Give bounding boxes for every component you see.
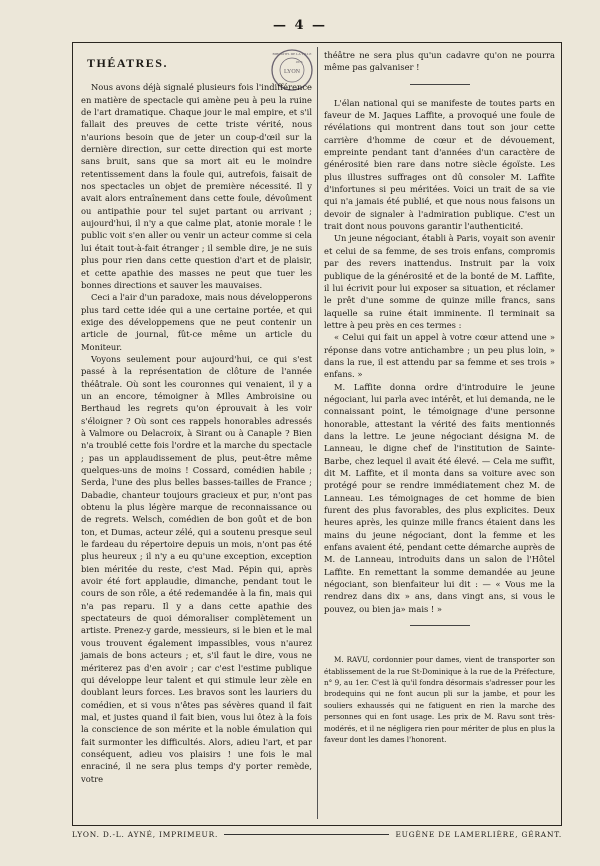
left-column — [81, 49, 312, 785]
footer-rule — [224, 834, 389, 835]
column-divider — [317, 47, 318, 819]
svg-text:LYON: LYON — [283, 69, 301, 75]
paragraph-continuation: théâtre ne sera plus qu'un cadavre qu'on ne pourra même pas galvaniser ! — [324, 50, 555, 73]
paragraph: Un jeune négociant, établi à Paris, voyait son avenir et celui de sa femme, de ses trois enfans, compromis par des revers inattendus. Instruit par la voix publique de la générosité et de la bonté de M. Laffite, il lui écrivit pour lui exposer sa situation, et réclamer le prêt d'une somme de quinze mille francs, sans laquelle sa ruine était imminente. Il terminait sa lettre à peu près en ces termes : — [324, 233, 555, 330]
paragraph: Ceci a l'air d'un paradoxe, mais nous développerons plus tard cette idée qui a une certaine portée, et qui exige des développemens que ne peut contenir un article de journal, fût-ce même un article du Moniteur. — [81, 292, 312, 352]
separator-rule — [410, 84, 470, 85]
paragraph: Nous avons déjà signalé plusieurs fois l'indifférence en matière de spectacle qui amène peu à peu la ruine de l'art dramatique. Chaque jour le mal empire, et s'il fallait des preuves de cette triste vérité, nous n'aurions besoin que de jeter un coup-d'œil sur la dernière direction, sur cette direction qui est morte sans bruit, sans que sa mort ait eu le moindre retentissement dans la foule qui, autrefois, faisait de nos spectacles un objet de première nécessité. Il y avait alors entraînement dans cette foule, dévoûment ou antipathie pour tel sujet partant ou arrivant ; aujourd'hui, il n'y a que calme plat, atonie morale ! le public voit s'en aller ou venir un acteur comme si cela lui était tout-à-fait étranger ; il semble dire, je ne suis plus pour rien dans cette question d'art et de plaisir, et cette apathie des masses ne peut que tuer les bonnes directions et sauver les mauvaises. — [81, 82, 312, 290]
advertisement — [324, 654, 555, 745]
section-heading: THÉATRES. — [87, 56, 168, 70]
content-frame — [72, 42, 562, 826]
separator-rule — [410, 625, 470, 626]
page-number: — 4 — — [272, 18, 328, 33]
advertisement-text: M. RAVU, cordonnier pour dames, vient de transporter son établissement de la rue St-Dominique à la rue de la Préfecture, n° 9, au 1er. C'est là qu'il fondra désormais s'adresser pour les brodequins qui ne font aucun pli sur la jambe, et pour les souliers exhaussés qui ne fatiguent en rien la marche des personnes qui en font usage. Les prix de M. Ravu sont très-modérés, et il ne négligera rien pour mériter de plus en plus la faveur dont les dames l'honorent. — [324, 655, 555, 744]
footer-printer: LYON. D.-L. AYNÉ, IMPRIMEUR. — [72, 830, 219, 839]
svg-text:BIBLIOTH. DE LA VILLE: BIBLIOTH. DE LA VILLE — [272, 52, 312, 56]
paragraph: Voyons seulement pour aujourd'hui, ce qui s'est passé à la représentation de clôture de l'année théâtrale. Où sont les couronnes qui venaient, il y a un an encore, témoigner à Mlles Ambroisine ou Berthaud les regrets qu'on éprouvait à les voir s'éloigner ? Où sont ces rappels honorables adressés à Valmore ou Delacroix, à Sirant ou à Canaple ? Bien n'a troublé cette fois l'ordre et la marche du spectacle ; pas un applaudissement de plus, peut-être même quelques-uns de moins ! Cossard, comédien habile ; Serda, l'une des plus belles basses-tailles de France ; Dabadie, chanteur toujours gracieux et pur, n'ont pas obtenu la plus légère marque de reconnaissance ou de regrets. Welsch, comédien de bon goût et de bon ton, et Dumas, acteur zélé, qui a soutenu presque seul le fardeau du répertoire depuis un mois, n'ont pas été plus heureux ; il n'y a eu qu'une exception, exception bien méritée du reste, c'est Mad. Pépin qui, après avoir été fort applaudie, dimanche, pendant tout le cours de son rôle, a été redemandée à la fin, mais qui n'a pas reparu. Il y a dans cette apathie des spectateurs de quoi démoraliser complètement un artiste. Prenez-y garde, messieurs, si le bien et le mal vous trouvent également impassibles, vous n'aurez jamais de bons acteurs ; et, s'il faut le dire, vous ne mériterez pas d'en avoir ; car c'est l'estime publique qui développe leur talent et qui stimule leur zèle en doublant leurs forces. Les bravos sont les lauriers du comédien, et si vous n'êtes pas sévères quand il fait mal, et justes quand il fait bien, vous lui ôtez à la fois la conscience de son mérite et la noble émulation qui fait surmonter les difficultés. Alors, adieu l'art, et par conséquent, adieu vos plaisirs ! une fois le mal enraciné, il ne sera plus temps d'y porter remède, votre — [81, 353, 312, 784]
svg-text:1875: 1875 — [295, 60, 303, 64]
right-column — [324, 49, 555, 745]
quote-paragraph: « Celui qui fait un appel à votre cœur attend une » réponse dans votre antichambre ; un peu plus loin, » dans la rue, il est attendu par sa femme et ses trois » enfans. » — [324, 332, 555, 380]
footer — [72, 830, 562, 839]
paragraph: L'élan national qui se manifeste de toutes parts en faveur de M. Jaques Laffite, a provoqué une foule de révélations qui montrent dans tout son jour cette carrière d'homme de cœur et de dévouement, empreinte pendant tant d'années d'un caractère de générosité bien rare dans notre siècle égoïste. Les plus illustres suffrages ont dû consoler M. Laffite d'infortunes si peu méritées. Voici un trait de sa vie qui n'a jamais été publié, et que nous nous faisons un devoir de signaler à l'admiration publique. C'est un trait dont nous pouvons garantir l'authenticité. — [324, 97, 555, 232]
footer-manager: EUGÈNE DE LAMERLIÈRE, GÉRANT. — [395, 830, 562, 839]
paragraph: M. Laffite donna ordre d'introduire le jeune négociant, lui parla avec intérêt, et lui demanda, ne le connaissant point, le témoignage d'une personne honorable, attestant la vérité des faits mentionnés dans la lettre. Le jeune négociant désigna M. de Lanneau, le digne chef de l'institution de Sainte-Barbe, chez lequel il avait été élevé. — Cela me suffit, dit M. Laffite, et il monta dans sa voiture avec son protégé pour se rendre immédiatement chez M. de Lanneau. Les témoignages de cet homme de bien furent des plus favorables, des plus explicites. Deux heures après, les quinze mille francs étaient dans les mains du jeune négociant, dont la femme et les enfans avaient été, pendant cette démarche auprès de M. de Lanneau, introduits dans un salon de l'Hôtel Laffite. En remettant la somme demandée au jeune négociant, son bienfaiteur lui dit : — « Vous me la rendrez dans dix » ans, dans vingt ans, si vous le pouvez, ou bien ja» mais ! » — [324, 381, 555, 614]
